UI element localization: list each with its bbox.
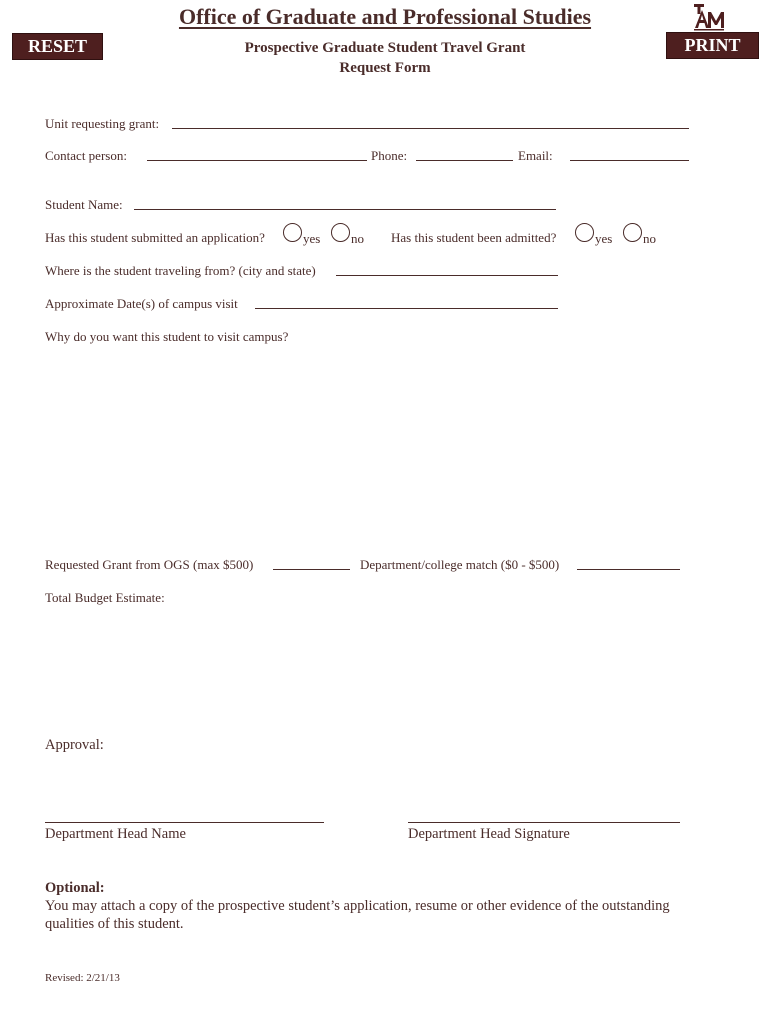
visit-dates-input[interactable] xyxy=(255,308,558,309)
student-name-label: Student Name: xyxy=(45,197,123,212)
visit-dates-label: Approximate Date(s) of campus visit xyxy=(45,296,238,311)
submitted-yes-radio[interactable] xyxy=(283,223,302,242)
budget-label: Total Budget Estimate: xyxy=(45,590,165,605)
optional-text: You may attach a copy of the prospective student’s application, resume or other evidence of the outstanding qualities of this student. xyxy=(45,898,670,932)
submitted-no-label: no xyxy=(351,231,364,246)
reset-button[interactable]: RESET xyxy=(12,33,103,60)
submitted-yes-label: yes xyxy=(303,231,321,246)
admitted-question: Has this student been admitted? xyxy=(391,230,557,245)
phone-label: Phone: xyxy=(371,148,408,163)
head-signature-input[interactable] xyxy=(408,822,680,823)
unit-label: Unit requesting grant: xyxy=(45,116,160,131)
unit-input[interactable] xyxy=(172,128,689,129)
student-name-input[interactable] xyxy=(134,209,556,210)
email-input[interactable] xyxy=(570,160,689,161)
print-button[interactable]: PRINT xyxy=(666,32,759,59)
optional-heading: Optional: xyxy=(45,880,105,896)
requested-grant-label: Requested Grant from OGS (max $500) xyxy=(45,557,254,572)
head-signature-label: Department Head Signature xyxy=(408,826,570,842)
submitted-no-radio[interactable] xyxy=(331,223,350,242)
why-label: Why do you want this student to visit campus? xyxy=(45,329,289,344)
traveling-from-input[interactable] xyxy=(336,275,558,276)
email-label: Email: xyxy=(518,148,553,163)
admitted-yes-radio[interactable] xyxy=(575,223,594,242)
phone-input[interactable] xyxy=(416,160,513,161)
budget-textarea[interactable] xyxy=(45,610,690,730)
submitted-question: Has this student submitted an application? xyxy=(45,230,265,245)
match-label: Department/college match ($0 - $500) xyxy=(360,557,560,572)
requested-grant-input[interactable] xyxy=(273,569,350,570)
head-name-input[interactable] xyxy=(45,822,324,823)
admitted-no-label: no xyxy=(643,231,656,246)
why-textarea[interactable] xyxy=(45,350,690,545)
approval-label: Approval: xyxy=(45,737,104,753)
head-name-label: Department Head Name xyxy=(45,826,186,842)
form-title-line2: Request Form xyxy=(339,60,431,76)
contact-input[interactable] xyxy=(147,160,367,161)
admitted-yes-label: yes xyxy=(595,231,613,246)
form-title-line1: Prospective Graduate Student Travel Grant xyxy=(244,40,526,56)
admitted-no-radio[interactable] xyxy=(623,223,642,242)
university-logo xyxy=(692,2,726,32)
form-title xyxy=(0,38,770,78)
contact-label: Contact person: xyxy=(45,148,127,163)
revised-date: Revised: 2/21/13 xyxy=(45,972,120,984)
match-input[interactable] xyxy=(577,569,680,570)
office-title: Office of Graduate and Professional Studies xyxy=(178,4,592,29)
tamu-logo-icon xyxy=(692,2,726,32)
traveling-from-label: Where is the student traveling from? (city and state) xyxy=(45,263,316,278)
